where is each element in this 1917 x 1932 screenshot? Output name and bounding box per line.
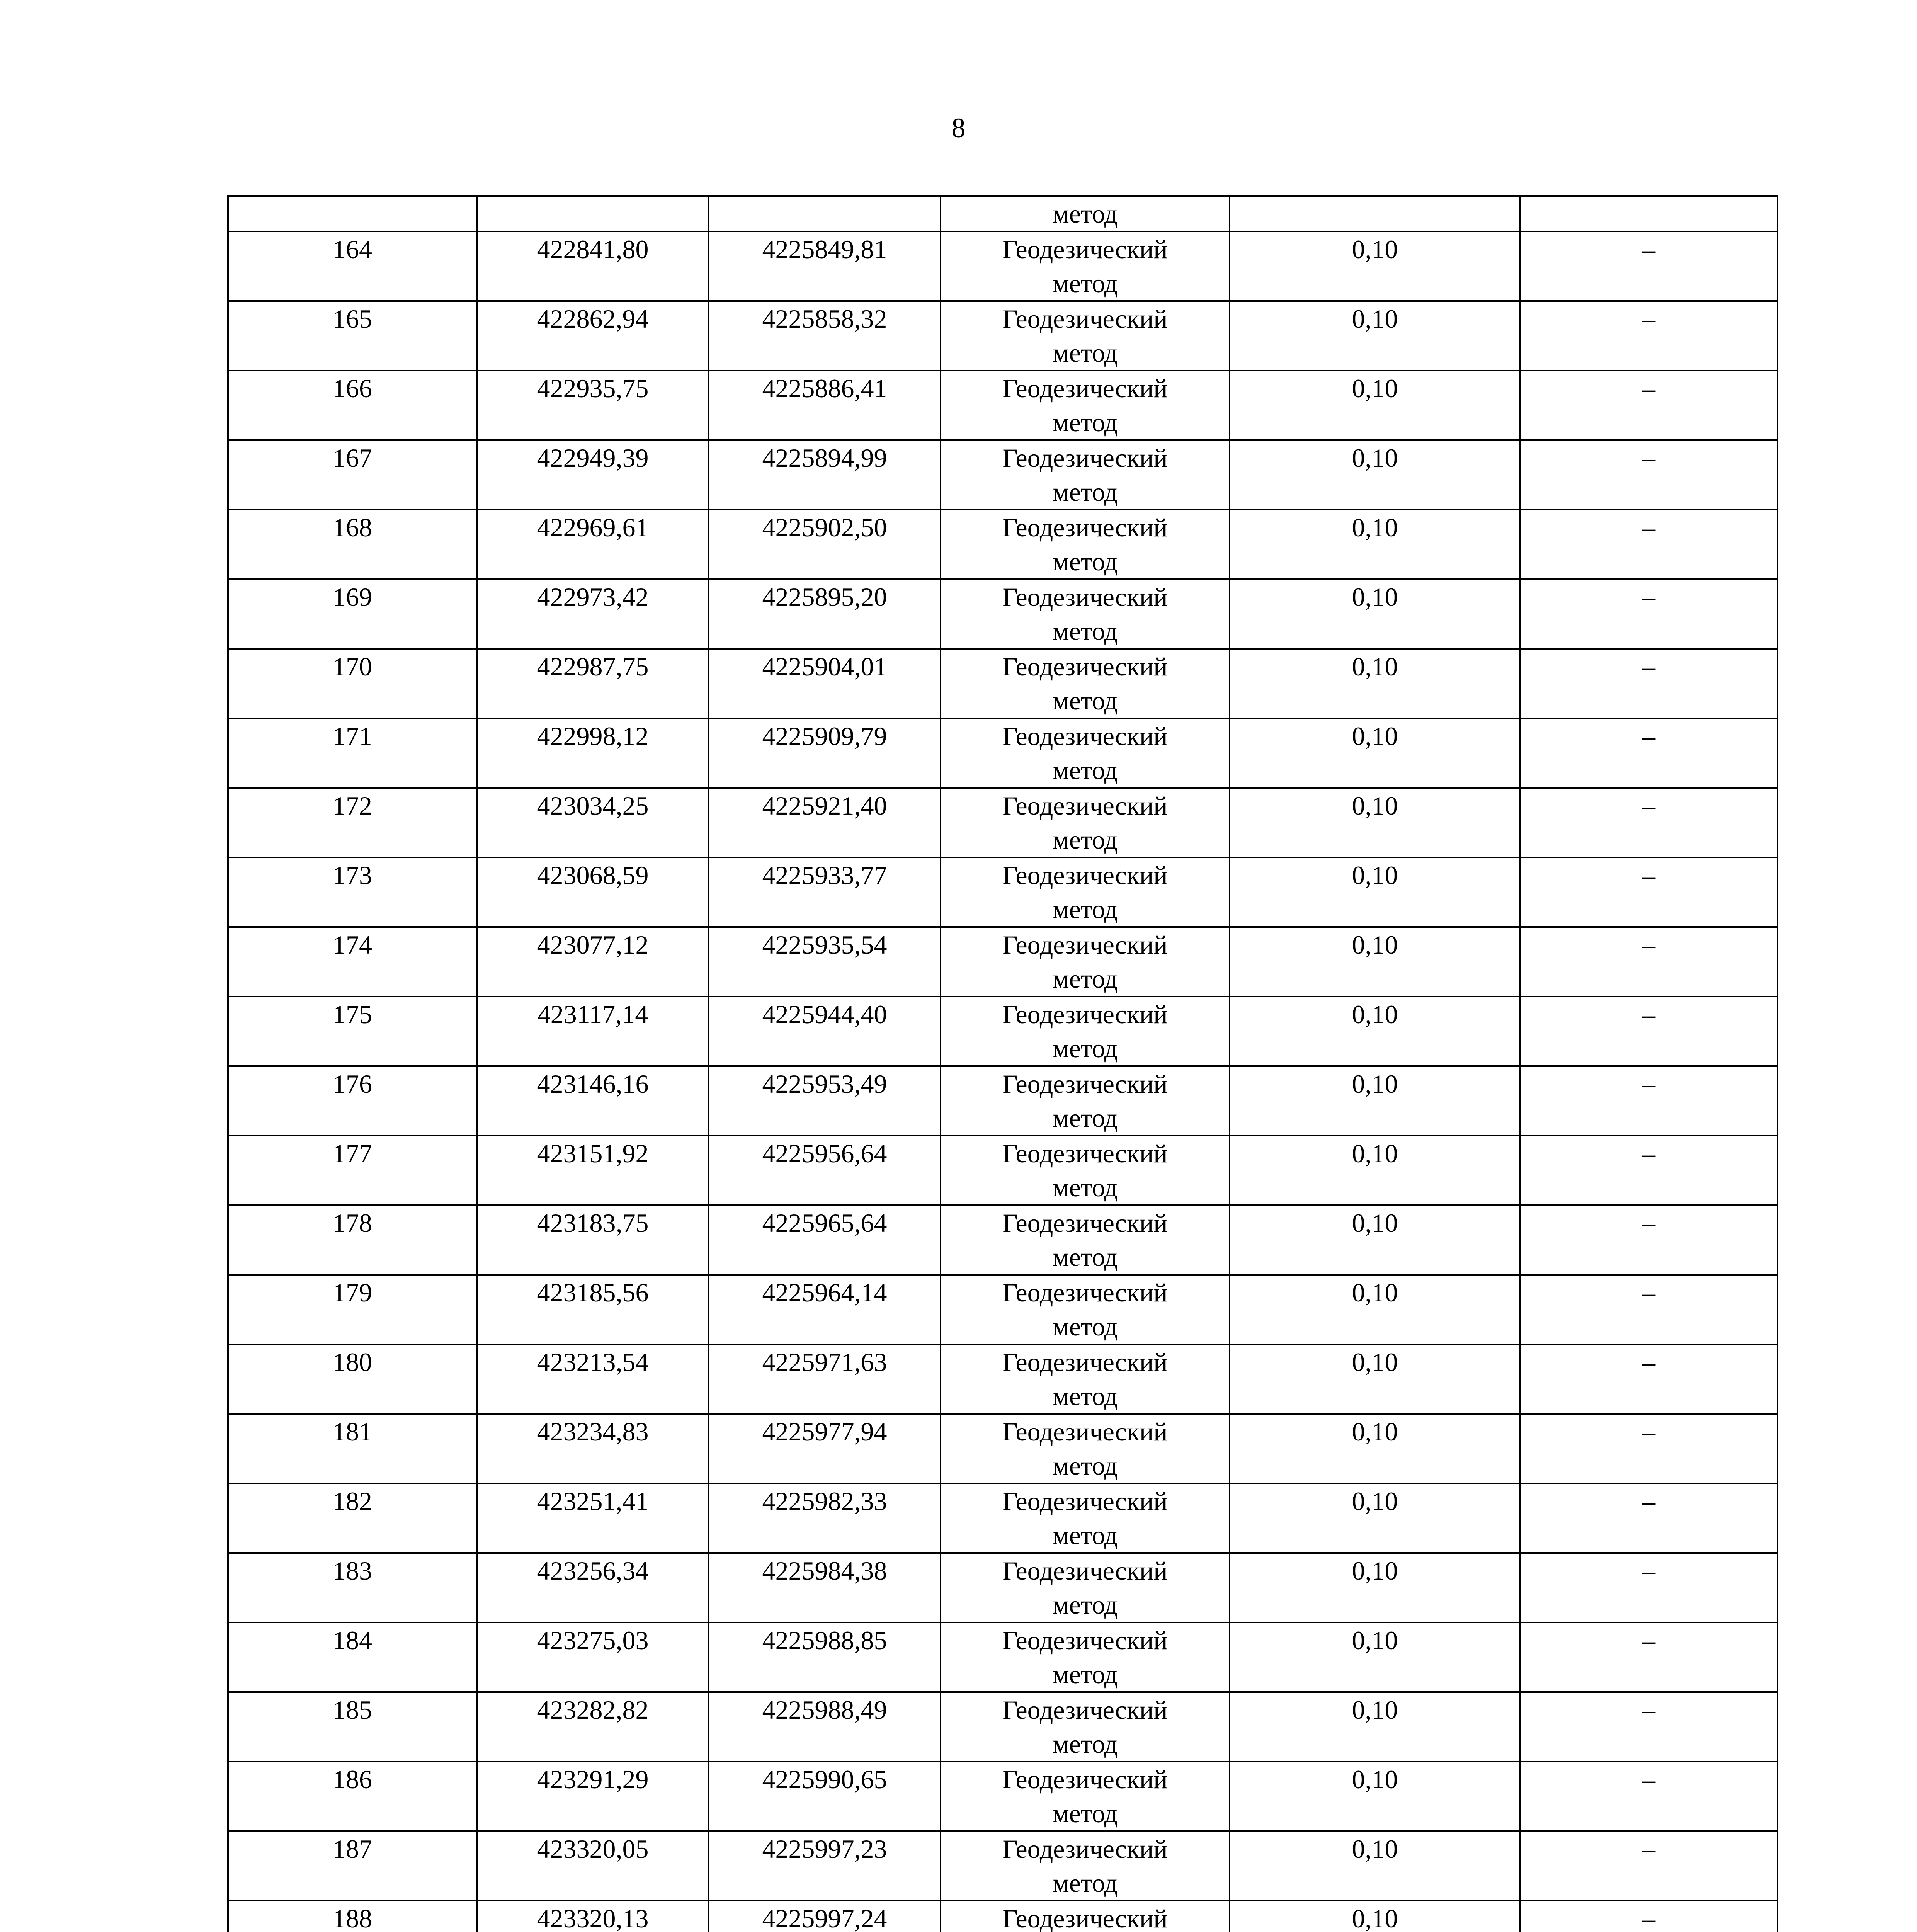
x-coordinate-cell: 423146,16	[477, 1066, 709, 1136]
x-coordinate-cell: 423320,13	[477, 1901, 709, 1932]
accuracy-cell	[1230, 196, 1520, 231]
y-coordinate-cell: 4225997,24	[709, 1901, 941, 1932]
table-row	[228, 510, 1778, 579]
x-coordinate-cell: 422935,75	[477, 371, 709, 440]
description-cell: –	[1520, 510, 1778, 579]
accuracy-cell: 0,10	[1230, 649, 1520, 718]
y-coordinate-cell: 4225894,99	[709, 440, 941, 510]
method-line-2: метод	[1052, 616, 1118, 646]
accuracy-cell: 0,10	[1230, 1205, 1520, 1275]
description-cell: –	[1520, 1344, 1778, 1414]
method-line-2: метод	[1052, 1729, 1118, 1759]
method-line-1: Геодезический	[1002, 1139, 1168, 1168]
description-cell: –	[1520, 927, 1778, 997]
method-cell	[941, 1344, 1230, 1414]
point-number-cell: 178	[228, 1205, 477, 1275]
method-cell	[941, 857, 1230, 927]
y-coordinate-cell: 4225982,33	[709, 1483, 941, 1553]
method-line-1: Геодезический	[1002, 1069, 1168, 1099]
y-coordinate-cell: 4225909,79	[709, 718, 941, 788]
accuracy-cell: 0,10	[1230, 1622, 1520, 1692]
method-line-1: Геодезический	[1002, 1417, 1168, 1446]
point-number-cell: 167	[228, 440, 477, 510]
method-line-2: метод	[1052, 1103, 1118, 1133]
method-line-2: метод	[1052, 1312, 1118, 1341]
accuracy-cell: 0,10	[1230, 1136, 1520, 1205]
accuracy-cell: 0,10	[1230, 1692, 1520, 1762]
method-cell	[941, 510, 1230, 579]
accuracy-cell: 0,10	[1230, 857, 1520, 927]
y-coordinate-cell: 4225921,40	[709, 788, 941, 857]
method-cell	[941, 1831, 1230, 1901]
method-cell: метод	[941, 196, 1230, 231]
method-line-1: Геодезический	[1002, 1695, 1168, 1725]
method-line-1: Геодезический	[1002, 652, 1168, 681]
description-cell	[1520, 196, 1778, 231]
table-row	[228, 1831, 1778, 1901]
table-row	[228, 1066, 1778, 1136]
point-number-cell: 177	[228, 1136, 477, 1205]
y-coordinate-cell: 4225935,54	[709, 927, 941, 997]
y-coordinate-cell: 4225984,38	[709, 1553, 941, 1622]
accuracy-cell: 0,10	[1230, 718, 1520, 788]
description-cell: –	[1520, 1553, 1778, 1622]
point-number-cell: 172	[228, 788, 477, 857]
x-coordinate-cell: 422973,42	[477, 579, 709, 649]
accuracy-cell: 0,10	[1230, 1275, 1520, 1344]
x-coordinate-cell: 423256,34	[477, 1553, 709, 1622]
description-cell: –	[1520, 718, 1778, 788]
method-line-2: метод	[1052, 477, 1118, 507]
method-line-2: метод	[1052, 269, 1118, 298]
accuracy-cell: 0,10	[1230, 1762, 1520, 1831]
method-line-2: метод	[1052, 1799, 1118, 1828]
method-line-2: метод	[1052, 964, 1118, 993]
y-coordinate-cell	[709, 196, 941, 231]
point-number-cell: 185	[228, 1692, 477, 1762]
method-line-1: Геодезический	[1002, 791, 1168, 820]
method-line-2: метод	[1052, 1590, 1118, 1619]
point-number-cell: 179	[228, 1275, 477, 1344]
description-cell: –	[1520, 1136, 1778, 1205]
method-cell	[941, 371, 1230, 440]
description-cell: –	[1520, 649, 1778, 718]
method-cell	[941, 1483, 1230, 1553]
x-coordinate-cell: 423077,12	[477, 927, 709, 997]
point-number-cell: 174	[228, 927, 477, 997]
method-line-2: метод	[1052, 1451, 1118, 1480]
table-row	[228, 927, 1778, 997]
method-line-2: метод	[1052, 686, 1118, 715]
method-line-1: Геодезический	[1002, 930, 1168, 959]
method-line-1: Геодезический	[1002, 1904, 1168, 1932]
table-row	[228, 371, 1778, 440]
description-cell: –	[1520, 231, 1778, 301]
method-cell	[941, 301, 1230, 371]
y-coordinate-cell: 4225902,50	[709, 510, 941, 579]
description-cell: –	[1520, 579, 1778, 649]
accuracy-cell: 0,10	[1230, 1414, 1520, 1483]
accuracy-cell: 0,10	[1230, 579, 1520, 649]
point-number-cell: 181	[228, 1414, 477, 1483]
x-coordinate-cell: 423068,59	[477, 857, 709, 927]
method-line-1: Геодезический	[1002, 1765, 1168, 1794]
point-number-cell	[228, 196, 477, 231]
description-cell: –	[1520, 857, 1778, 927]
point-number-cell: 164	[228, 231, 477, 301]
y-coordinate-cell: 4225895,20	[709, 579, 941, 649]
method-cell	[941, 1414, 1230, 1483]
point-number-cell: 183	[228, 1553, 477, 1622]
point-number-cell: 166	[228, 371, 477, 440]
method-line-2: метод	[1052, 1173, 1118, 1202]
x-coordinate-cell: 423185,56	[477, 1275, 709, 1344]
method-line-2: метод	[1052, 547, 1118, 576]
method-cell	[941, 1205, 1230, 1275]
accuracy-cell: 0,10	[1230, 231, 1520, 301]
x-coordinate-cell	[477, 196, 709, 231]
table-row	[228, 997, 1778, 1066]
accuracy-cell: 0,10	[1230, 301, 1520, 371]
method-line-2: метод	[1052, 1242, 1118, 1272]
method-cell	[941, 997, 1230, 1066]
point-number-cell: 165	[228, 301, 477, 371]
method-line-1: Геодезический	[1002, 235, 1168, 264]
table-row	[228, 1901, 1778, 1932]
x-coordinate-cell: 422987,75	[477, 649, 709, 718]
y-coordinate-cell: 4225886,41	[709, 371, 941, 440]
accuracy-cell: 0,10	[1230, 371, 1520, 440]
accuracy-cell: 0,10	[1230, 997, 1520, 1066]
method-cell	[941, 1622, 1230, 1692]
method-line-2: метод	[1052, 1660, 1118, 1689]
y-coordinate-cell: 4225964,14	[709, 1275, 941, 1344]
method-cell	[941, 1901, 1230, 1932]
method-cell	[941, 1066, 1230, 1136]
point-number-cell: 170	[228, 649, 477, 718]
description-cell: –	[1520, 301, 1778, 371]
table-row	[228, 1414, 1778, 1483]
x-coordinate-cell: 423213,54	[477, 1344, 709, 1414]
accuracy-cell: 0,10	[1230, 1901, 1520, 1932]
description-cell: –	[1520, 1622, 1778, 1692]
method-line-2: метод	[1052, 408, 1118, 437]
method-line-1: Геодезический	[1002, 1208, 1168, 1238]
x-coordinate-cell: 422862,94	[477, 301, 709, 371]
y-coordinate-cell: 4225988,85	[709, 1622, 941, 1692]
description-cell: –	[1520, 1692, 1778, 1762]
table-row	[228, 1762, 1778, 1831]
point-number-cell: 182	[228, 1483, 477, 1553]
x-coordinate-cell: 423251,41	[477, 1483, 709, 1553]
point-number-cell: 188	[228, 1901, 477, 1932]
method-cell	[941, 788, 1230, 857]
method-line-2: метод	[1052, 1034, 1118, 1063]
x-coordinate-cell: 423234,83	[477, 1414, 709, 1483]
description-cell: –	[1520, 1275, 1778, 1344]
description-cell: –	[1520, 440, 1778, 510]
point-number-cell: 169	[228, 579, 477, 649]
description-cell: –	[1520, 1066, 1778, 1136]
method-line-1: Геодезический	[1002, 374, 1168, 403]
y-coordinate-cell: 4225953,49	[709, 1066, 941, 1136]
x-coordinate-cell: 422998,12	[477, 718, 709, 788]
y-coordinate-cell: 4225971,63	[709, 1344, 941, 1414]
point-number-cell: 187	[228, 1831, 477, 1901]
y-coordinate-cell: 4225997,23	[709, 1831, 941, 1901]
method-cell	[941, 718, 1230, 788]
description-cell: –	[1520, 1901, 1778, 1932]
method-cell	[941, 231, 1230, 301]
table-body	[228, 196, 1778, 1932]
method-line-1: Геодезический	[1002, 721, 1168, 751]
method-cell	[941, 927, 1230, 997]
table-row	[228, 718, 1778, 788]
method-line-1: Геодезический	[1002, 582, 1168, 612]
continuation-row	[228, 196, 1778, 231]
description-cell: –	[1520, 788, 1778, 857]
table-row	[228, 1483, 1778, 1553]
method-line-2: метод	[1052, 825, 1118, 854]
accuracy-cell: 0,10	[1230, 1066, 1520, 1136]
y-coordinate-cell: 4225977,94	[709, 1414, 941, 1483]
y-coordinate-cell: 4225956,64	[709, 1136, 941, 1205]
method-line-2: метод	[1052, 1868, 1118, 1898]
table-row	[228, 1553, 1778, 1622]
description-cell: –	[1520, 1205, 1778, 1275]
description-cell: –	[1520, 1483, 1778, 1553]
method-cell	[941, 1692, 1230, 1762]
x-coordinate-cell: 423034,25	[477, 788, 709, 857]
method-cell	[941, 1553, 1230, 1622]
point-number-cell: 171	[228, 718, 477, 788]
table-row	[228, 1136, 1778, 1205]
method-line-2: метод	[1052, 1520, 1118, 1550]
accuracy-cell: 0,10	[1230, 510, 1520, 579]
point-number-cell: 175	[228, 997, 477, 1066]
y-coordinate-cell: 4225988,49	[709, 1692, 941, 1762]
table-row	[228, 1692, 1778, 1762]
method-line-2: метод	[1052, 338, 1118, 367]
method-line-1: Геодезический	[1002, 1347, 1168, 1377]
table-row	[228, 788, 1778, 857]
y-coordinate-cell: 4225944,40	[709, 997, 941, 1066]
method-cell	[941, 1275, 1230, 1344]
point-number-cell: 168	[228, 510, 477, 579]
method-line-1: Геодезический	[1002, 1626, 1168, 1655]
point-number-cell: 184	[228, 1622, 477, 1692]
accuracy-cell: 0,10	[1230, 1553, 1520, 1622]
x-coordinate-cell: 422841,80	[477, 231, 709, 301]
accuracy-cell: 0,10	[1230, 788, 1520, 857]
x-coordinate-cell: 423183,75	[477, 1205, 709, 1275]
x-coordinate-cell: 423151,92	[477, 1136, 709, 1205]
method-line-1: Геодезический	[1002, 304, 1168, 333]
y-coordinate-cell: 4225990,65	[709, 1762, 941, 1831]
y-coordinate-cell: 4225849,81	[709, 231, 941, 301]
method-line-2: метод	[1052, 895, 1118, 924]
accuracy-cell: 0,10	[1230, 1831, 1520, 1901]
coordinates-table	[227, 195, 1778, 1932]
method-line-2: метод	[1052, 1381, 1118, 1411]
description-cell: –	[1520, 1762, 1778, 1831]
method-line-1: Геодезический	[1002, 861, 1168, 890]
x-coordinate-cell: 423282,82	[477, 1692, 709, 1762]
table-row	[228, 1205, 1778, 1275]
point-number-cell: 180	[228, 1344, 477, 1414]
method-line-1: Геодезический	[1002, 1834, 1168, 1864]
accuracy-cell: 0,10	[1230, 1344, 1520, 1414]
table-row	[228, 1275, 1778, 1344]
method-line-1: Геодезический	[1002, 443, 1168, 473]
table-row	[228, 301, 1778, 371]
method-cell	[941, 1762, 1230, 1831]
table-row	[228, 231, 1778, 301]
accuracy-cell: 0,10	[1230, 1483, 1520, 1553]
table-row	[228, 1622, 1778, 1692]
point-number-cell: 173	[228, 857, 477, 927]
table-row	[228, 579, 1778, 649]
accuracy-cell: 0,10	[1230, 440, 1520, 510]
y-coordinate-cell: 4225904,01	[709, 649, 941, 718]
point-number-cell: 176	[228, 1066, 477, 1136]
method-cell	[941, 440, 1230, 510]
method-line-1: Геодезический	[1002, 1556, 1168, 1585]
x-coordinate-cell: 423291,29	[477, 1762, 709, 1831]
table-row	[228, 1344, 1778, 1414]
x-coordinate-cell: 423117,14	[477, 997, 709, 1066]
table-row	[228, 440, 1778, 510]
table-row	[228, 857, 1778, 927]
y-coordinate-cell: 4225933,77	[709, 857, 941, 927]
description-cell: –	[1520, 997, 1778, 1066]
x-coordinate-cell: 423320,05	[477, 1831, 709, 1901]
method-cell	[941, 1136, 1230, 1205]
description-cell: –	[1520, 1414, 1778, 1483]
accuracy-cell: 0,10	[1230, 927, 1520, 997]
x-coordinate-cell: 423275,03	[477, 1622, 709, 1692]
method-line-1: Геодезический	[1002, 1486, 1168, 1516]
table-row	[228, 649, 1778, 718]
page-number: 8	[951, 112, 966, 143]
x-coordinate-cell: 422949,39	[477, 440, 709, 510]
description-cell: –	[1520, 1831, 1778, 1901]
description-cell: –	[1520, 371, 1778, 440]
method-line-1: Геодезический	[1002, 1000, 1168, 1029]
method-line-2: метод	[1052, 755, 1118, 785]
method-line-1: Геодезический	[1002, 1278, 1168, 1307]
x-coordinate-cell: 422969,61	[477, 510, 709, 579]
method-cell	[941, 649, 1230, 718]
y-coordinate-cell: 4225965,64	[709, 1205, 941, 1275]
y-coordinate-cell: 4225858,32	[709, 301, 941, 371]
method-cell	[941, 579, 1230, 649]
point-number-cell: 186	[228, 1762, 477, 1831]
method-line-1: Геодезический	[1002, 513, 1168, 542]
